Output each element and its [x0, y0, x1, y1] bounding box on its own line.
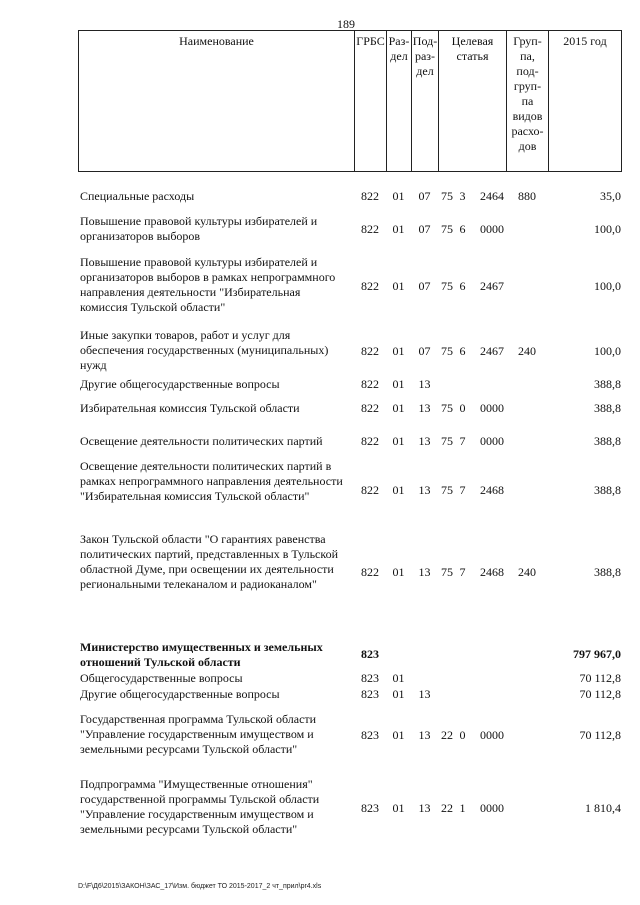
row-group: 240	[518, 344, 536, 358]
row-cs2: 1	[459, 801, 466, 815]
row-cs2: 7	[459, 483, 466, 497]
row-sum: 100,0	[594, 344, 621, 358]
row-sum: 70 112,8	[579, 728, 621, 742]
row-name: Освещение деятельности политических партий	[80, 434, 323, 448]
row-grbs: 823	[361, 801, 379, 815]
row-grbs: 822	[361, 377, 379, 391]
row-sum: 100,0	[594, 222, 621, 236]
row-name: Другие общегосударственные вопросы	[80, 687, 280, 701]
row-razdel: 01	[392, 565, 405, 579]
row-podrazdel: 13	[418, 377, 431, 391]
row-sum: 100,0	[594, 279, 621, 293]
row-cs3: 2467	[480, 279, 504, 293]
row-sum: 388,8	[594, 377, 621, 391]
row-cs1: 75	[441, 483, 453, 497]
header-year: 2015 год	[548, 31, 622, 171]
row-podrazdel: 07	[418, 189, 431, 203]
row-grbs: 822	[361, 344, 379, 358]
row-razdel: 01	[392, 671, 405, 685]
row-razdel: 01	[392, 222, 405, 236]
row-razdel: 01	[392, 344, 405, 358]
row-name: Иные закупки товаров, работ и услуг для обеспечения государственных (муниципальных) нужд	[80, 328, 329, 372]
row-sum: 35,0	[600, 189, 621, 203]
row-cs2: 7	[459, 434, 466, 448]
row-group: 240	[518, 565, 536, 579]
row-razdel: 01	[392, 434, 405, 448]
row-sum: 388,8	[594, 401, 621, 415]
row-grbs: 823	[361, 647, 379, 661]
row-group: 880	[518, 189, 536, 203]
row-cs2: 0	[459, 728, 466, 742]
row-grbs: 822	[361, 401, 379, 415]
row-podrazdel: 13	[418, 801, 431, 815]
row-cs2: 6	[459, 222, 466, 236]
row-sum: 70 112,8	[579, 671, 621, 685]
row-cs2: 6	[459, 279, 466, 293]
row-cs1: 22	[441, 728, 453, 742]
header-gruppa: Груп- па, под- груп- па видов расхо- дов	[506, 31, 548, 171]
row-podrazdel: 13	[418, 728, 431, 742]
row-podrazdel: 13	[418, 434, 431, 448]
header-celevaya-statya: Целевая статья	[438, 31, 506, 171]
row-razdel: 01	[392, 483, 405, 497]
row-razdel: 01	[392, 801, 405, 815]
row-cs3: 2468	[480, 483, 504, 497]
row-cs3: 2464	[480, 189, 504, 203]
row-grbs: 822	[361, 565, 379, 579]
row-cs1: 75	[441, 565, 453, 579]
row-razdel: 01	[392, 401, 405, 415]
row-cs1: 22	[441, 801, 453, 815]
row-grbs: 823	[361, 671, 379, 685]
row-sum: 70 112,8	[579, 687, 621, 701]
row-cs3: 0000	[480, 401, 504, 415]
row-grbs: 822	[361, 222, 379, 236]
row-name: Освещение деятельности политических партий в рамках непрограммного направления деятельности "Избирательная комиссия Тульской области"	[80, 459, 343, 503]
row-podrazdel: 07	[418, 344, 431, 358]
row-cs3: 2467	[480, 344, 504, 358]
row-name: Специальные расходы	[80, 189, 195, 203]
row-podrazdel: 13	[418, 483, 431, 497]
row-podrazdel: 13	[418, 565, 431, 579]
row-podrazdel: 07	[418, 222, 431, 236]
row-grbs: 823	[361, 687, 379, 701]
row-cs1: 75	[441, 344, 453, 358]
row-cs1: 75	[441, 279, 453, 293]
row-name: Министерство имущественных и земельных отношений Тульской области	[80, 640, 323, 669]
row-podrazdel: 13	[418, 687, 431, 701]
row-cs1: 75	[441, 434, 453, 448]
row-grbs: 823	[361, 728, 379, 742]
row-sum: 388,8	[594, 483, 621, 497]
row-cs3: 0000	[480, 801, 504, 815]
row-razdel: 01	[392, 687, 405, 701]
row-razdel: 01	[392, 728, 405, 742]
row-sum: 388,8	[594, 565, 621, 579]
row-grbs: 822	[361, 483, 379, 497]
row-cs2: 7	[459, 565, 466, 579]
row-cs3: 0000	[480, 434, 504, 448]
row-name: Избирательная комиссия Тульской области	[80, 401, 300, 415]
header-name: Наименование	[78, 31, 354, 171]
row-cs3: 0000	[480, 728, 504, 742]
row-podrazdel: 07	[418, 279, 431, 293]
row-razdel: 01	[392, 189, 405, 203]
header-razdel: Раз- дел	[386, 31, 411, 171]
row-cs2: 6	[459, 344, 466, 358]
row-name: Подпрограмма "Имущественные отношения" государственной программы Тульской области "Управление государственным имуществом и земельными ресурсами Тульской области"	[80, 777, 320, 836]
row-name: Закон Тульской области "О гарантиях равенства политических партий, представленных в Тульской областной Думе, при освещении их деятельности региональными телеканалом и радиоканалом"	[80, 532, 339, 591]
row-name: Другие общегосударственные вопросы	[80, 377, 280, 391]
header-grbs: ГРБС	[354, 31, 386, 171]
row-cs1: 75	[441, 189, 453, 203]
row-razdel: 01	[392, 279, 405, 293]
row-cs3: 0000	[480, 222, 504, 236]
row-razdel: 01	[392, 377, 405, 391]
header-podrazdel: Под- раз- дел	[411, 31, 438, 171]
row-grbs: 822	[361, 434, 379, 448]
row-cs1: 75	[441, 222, 453, 236]
row-name: Общегосударственные вопросы	[80, 671, 243, 685]
row-grbs: 822	[361, 279, 379, 293]
row-podrazdel: 13	[418, 401, 431, 415]
row-grbs: 822	[361, 189, 379, 203]
row-cs3: 2468	[480, 565, 504, 579]
row-sum: 1 810,4	[585, 801, 621, 815]
footer-file-path: D:\F\Д6\2015\ЗАКОН\ЗАС_17\Изм. бюджет ТО 2015-2017_2 чт_прил\pr4.xls	[78, 883, 322, 890]
row-cs2: 3	[459, 189, 466, 203]
row-name: Государственная программа Тульской области "Управление государственным имуществом и земельными ресурсами Тульской области"	[80, 712, 317, 756]
row-sum: 797 967,0	[573, 647, 621, 661]
page-number: 189	[337, 17, 355, 31]
row-name: Повышение правовой культуры избирателей и организаторов выборов	[80, 214, 318, 243]
row-cs1: 75	[441, 401, 453, 415]
row-cs2: 0	[459, 401, 466, 415]
row-name: Повышение правовой культуры избирателей и организаторов выборов в рамках непрограммного направления деятельности "Избирательная комиссия Тульской области"	[80, 255, 336, 314]
row-sum: 388,8	[594, 434, 621, 448]
